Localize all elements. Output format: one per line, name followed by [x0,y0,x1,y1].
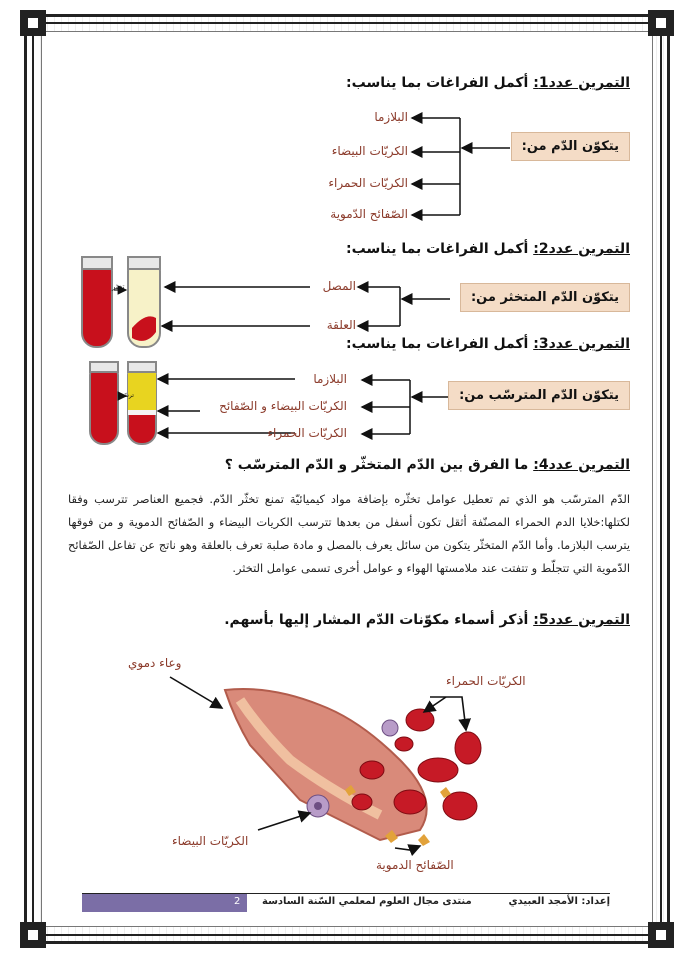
footer-page-bar [82,894,247,912]
ex1-item-plasma: البلازما [374,110,408,124]
worksheet-page [60,40,630,920]
ex4-answer: الدّم المترسّب هو الذي تم تعطيل عوامل تخثّره بإضافة مواد كيميائيّة تمنع تخثّر الدّم. فجميع العناصر تترسب وفقا لكتلها:خلايا الدم الحمراء المصنّفة أثقل تكون أسفل من بعدها تترسب الكريات البيضاء و الصّفائح الدموية و من فوقها يترسب البلازما. وأما الدّم المتخثّر يتكون من سائل يعرف بالمصل و مادة صلبة تعرف بالعلقة وهو ناتج عن تفاعل الصّفائح الدّموية التي تتجلّط و تتفتت عند ملامستها الهواء و عوامل أخرى تسمى عوامل التخثر. [68,492,630,575]
ex4-title-text: ما الفرق بين الدّم المتخثّر و الدّم المترسّب ؟ [224,457,529,473]
ex2-box: يتكوّن الدّم المتخثر من: [460,283,630,312]
ex3-tube-label: ترسّب [118,392,134,399]
ex1-item-red-cells: الكريّات الحمراء [328,176,408,190]
ex3-box: يتكوّن الدّم المترسّب من: [448,381,630,410]
ex3-item-white-platelets: الكريّات البيضاء و الصّفائح [219,399,347,413]
ex2-title-text: أكمل الفراغات بما يناسب: [346,241,529,257]
page-number: 2 [234,896,241,907]
footer-forum: منتدى مجال العلوم لمعلمي السّنة السادسة [262,896,472,907]
ex3-title-text: أكمل الفراغات بما يناسب: [346,336,529,352]
ex1-box: يتكوّن الدّم من: [511,132,630,161]
ex4-title [225,457,630,473]
ex2-item-clot: العلقة [326,318,356,332]
label-red-blood-cells: الكريّات الحمراء [446,674,526,688]
ex1-title-text: أكمل الفراغات بما يناسب: [346,75,529,91]
ex3-title [346,336,630,352]
ex1-title-label: التمرين عدد1: [533,75,630,91]
ex1-item-white-cells: الكريّات البيضاء [331,144,408,158]
ex3-title-label: التمرين عدد3: [533,336,630,352]
ex2-title [346,241,630,257]
label-white-blood-cells: الكريّات البيضاء [172,834,249,848]
ex5-title-label: التمرين عدد5: [533,612,630,628]
ex1-title [346,75,630,91]
label-platelets: الصّفائح الدموية [376,858,454,872]
ex3-item-red-cells: الكريّات الحمراء [267,426,347,440]
ex2-title-label: التمرين عدد2: [533,241,630,257]
ex2-item-serum: المصل [322,279,356,293]
ex3-item-plasma: البلازما [313,372,347,386]
ex5-title [224,612,630,628]
label-blood-vessel: وعاء دموي [128,656,182,670]
footer-author: إعداد: الأمجد العبيدي [508,896,610,907]
footer [82,893,610,912]
ex5-title-text: أذكر أسماء مكوّنات الدّم المشار إليها بأسهم. [224,612,529,628]
ex1-item-platelets: الصّفائح الدّموية [330,207,408,221]
ex4-title-label: التمرين عدد4: [533,457,630,473]
ex2-tube-label: تخثر [112,283,125,291]
